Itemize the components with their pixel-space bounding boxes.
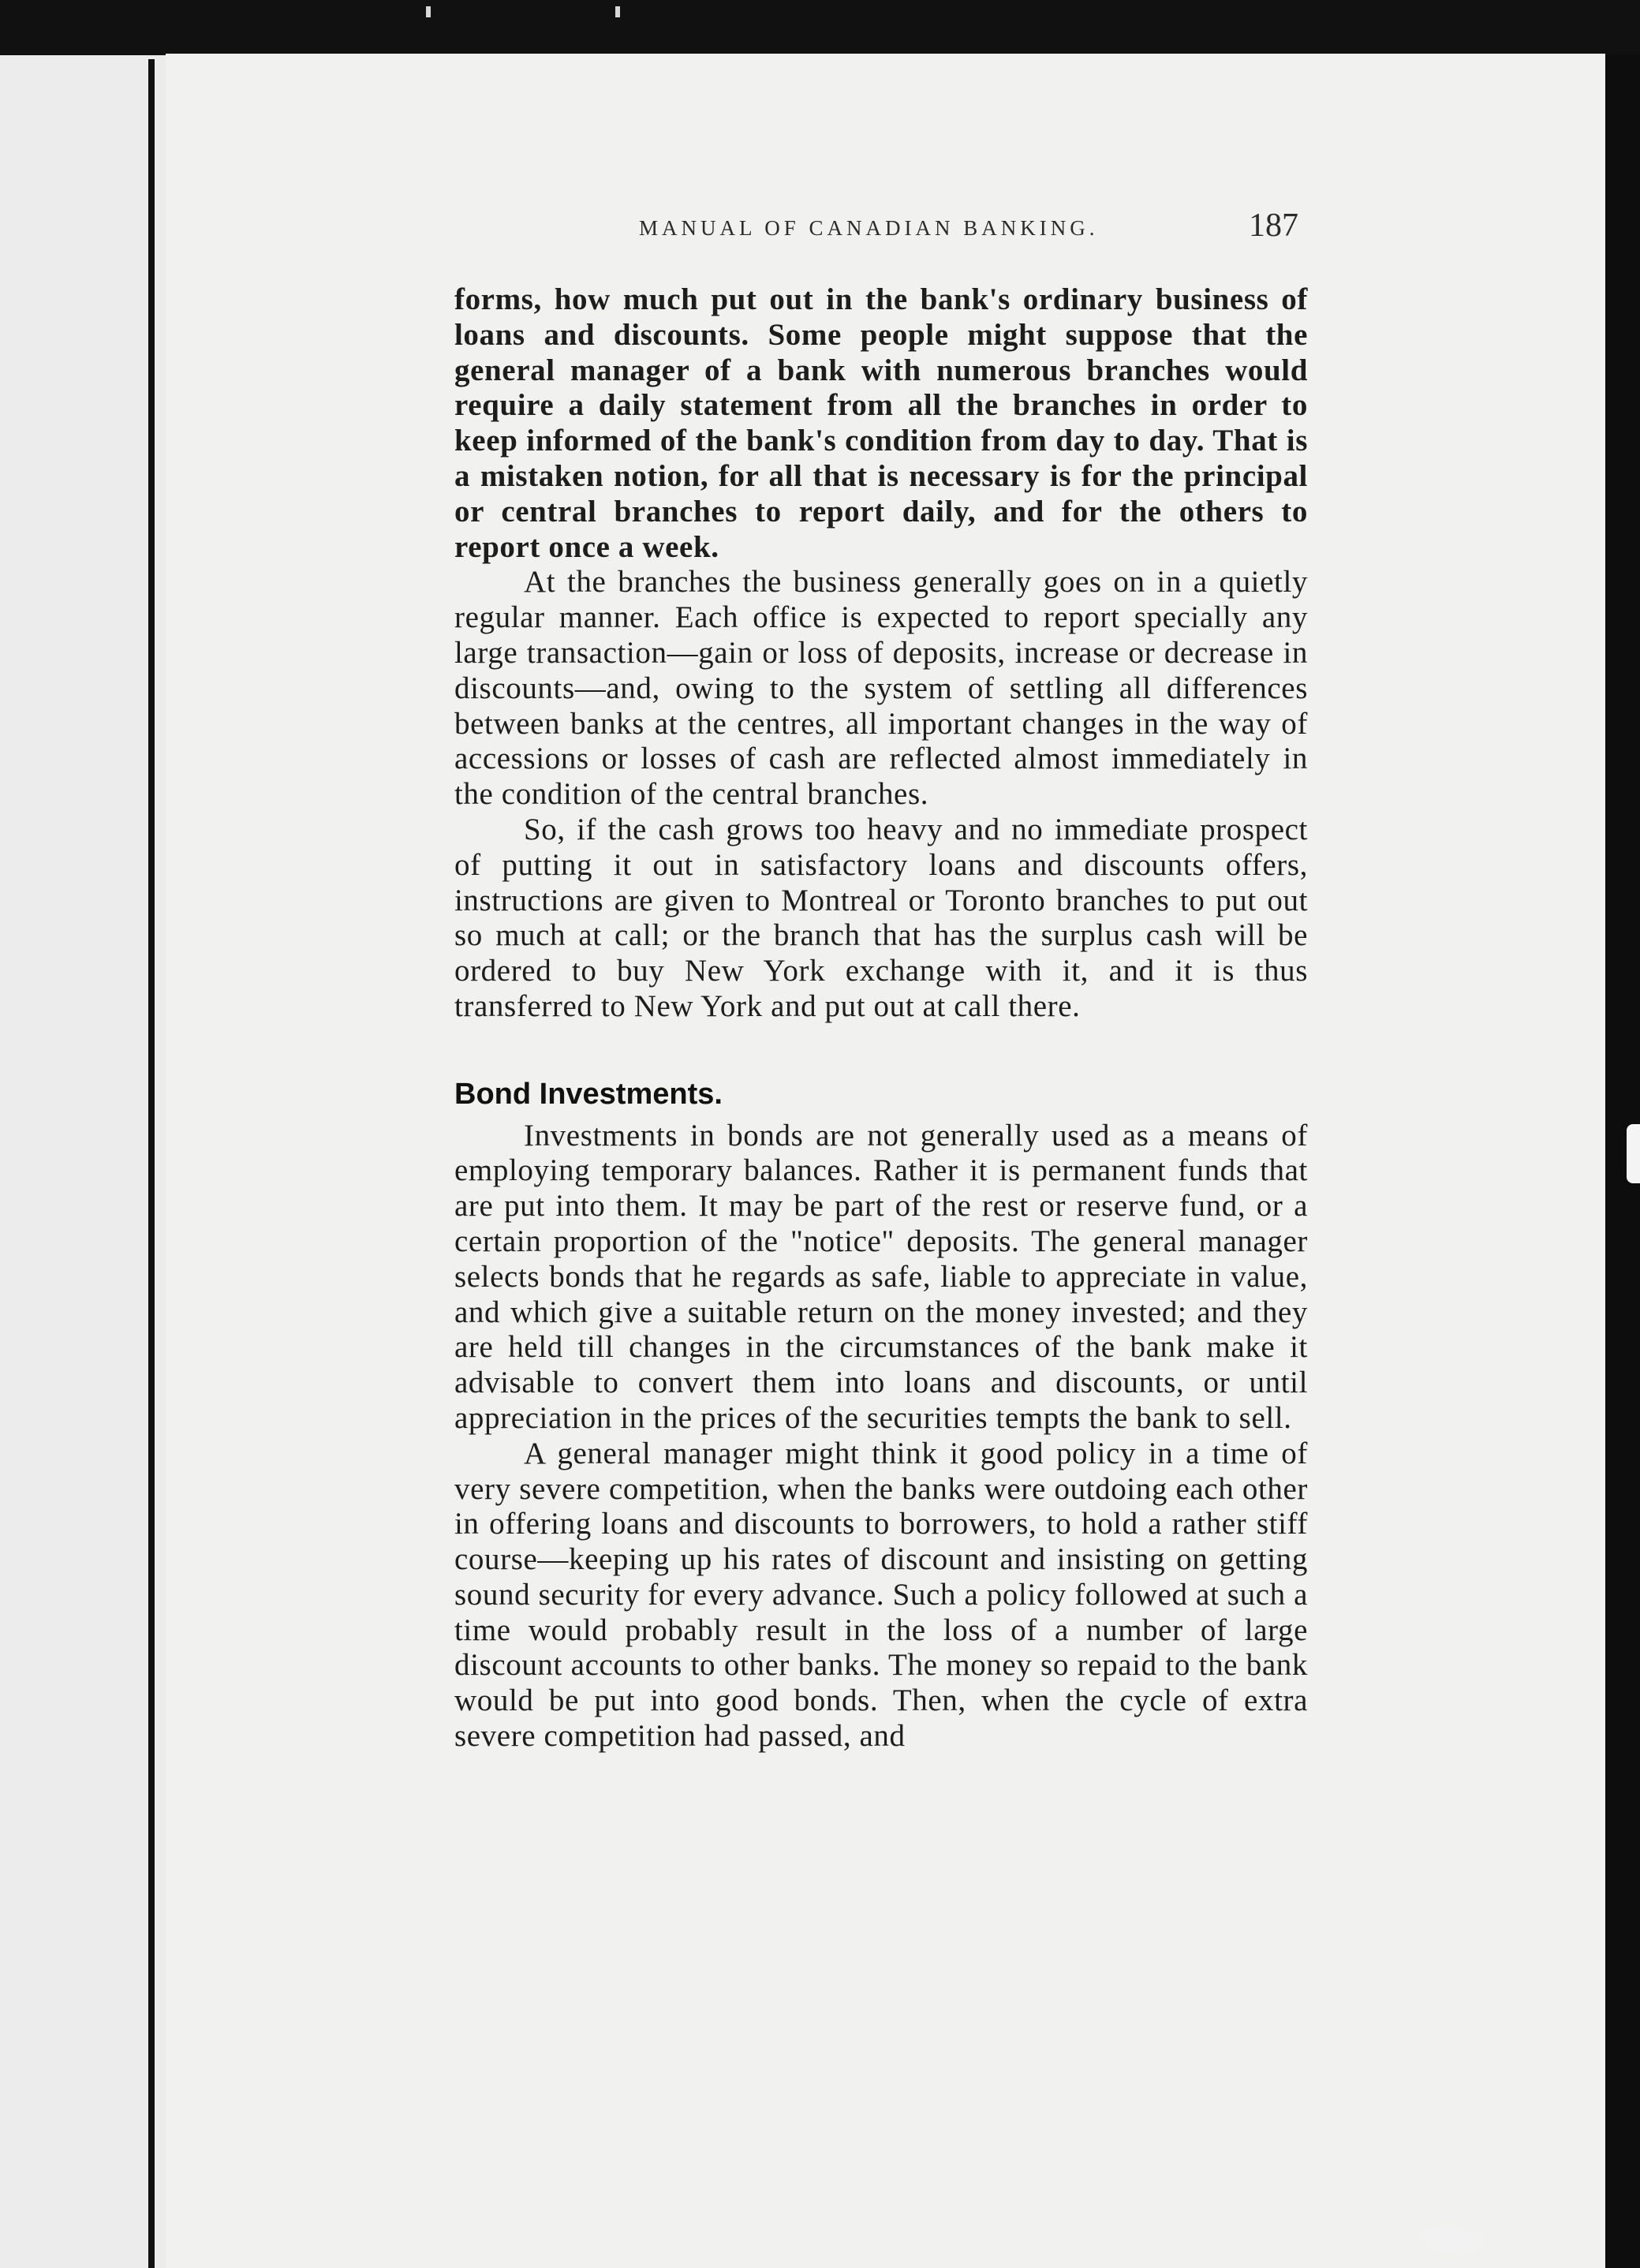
section-heading: Bond Investments. [454,1077,723,1111]
scan-speck [615,6,620,17]
scan-speck [426,6,431,17]
paragraph: Investments in bonds are not generally used as a means of employing temporary balances. Rather it is permanent funds that are put into them. It may be part of the rest or reserve fund, or a certain proportion of the "notice" deposits. The general manager selects bonds that he regards as safe, liable to appreciate in value, and which give a suitable return on the money invested; and they are held till changes in the circumstances of the bank make it advisable to convert them into loans and discounts, or until appreciation in the prices of the securities tempts the bank to sell. [454,1118,1308,1435]
paragraph: At the branches the business generally goes on in a quietly regular manner. Each office is expected to report specially any large transaction—gain or loss of deposits, increase or decrease in discounts—and, owing to the system of settling all differences between banks at the centres, all important changes in the way of accessions or losses of cash are reflected almost immediately in the condition of the central branches. [454,565,1308,812]
edge-tab-mark [1627,1124,1640,1183]
paragraph: So, if the cash grows too heavy and no immediate prospect of putting it out in satisfactory loans and discounts offers, instructions are given to Montreal or Toronto branches to put out so much at call; or the branch that has the surplus cash will be ordered to buy New York exchange with it, and it is thus transferred to New York and put out at call there. [454,812,1308,1023]
paragraph: forms, how much put out in the bank's ordinary business of loans and discounts. Some people might suppose that the general manager of a bank with numerous branches would require a daily statement from all the branches in order to keep informed of the bank's condition from day to day. That is a mistaken notion, for all that is necessary is for the principal or central branches to report daily, and for the others to report once a week. [454,282,1308,564]
page-body [454,282,1308,1754]
facing-page-edge [0,55,170,2268]
book-gutter [148,59,155,2268]
running-head: MANUAL OF CANADIAN BANKING. [639,216,1099,240]
page-number: 187 [1249,207,1298,244]
paragraph: A general manager might think it good policy in a time of very severe competition, when the banks were outdoing each other in offering loans and discounts to borrowers, to hold a rather stiff course—keeping up his rates of discount and insisting on getting sound security for every advance. Such a policy followed at such a time would probably result in the loss of a number of large discount accounts to other banks. The money so repaid to the bank would be put into good bonds. Then, when the cycle of extra severe competition had passed, and [454,1436,1308,1754]
